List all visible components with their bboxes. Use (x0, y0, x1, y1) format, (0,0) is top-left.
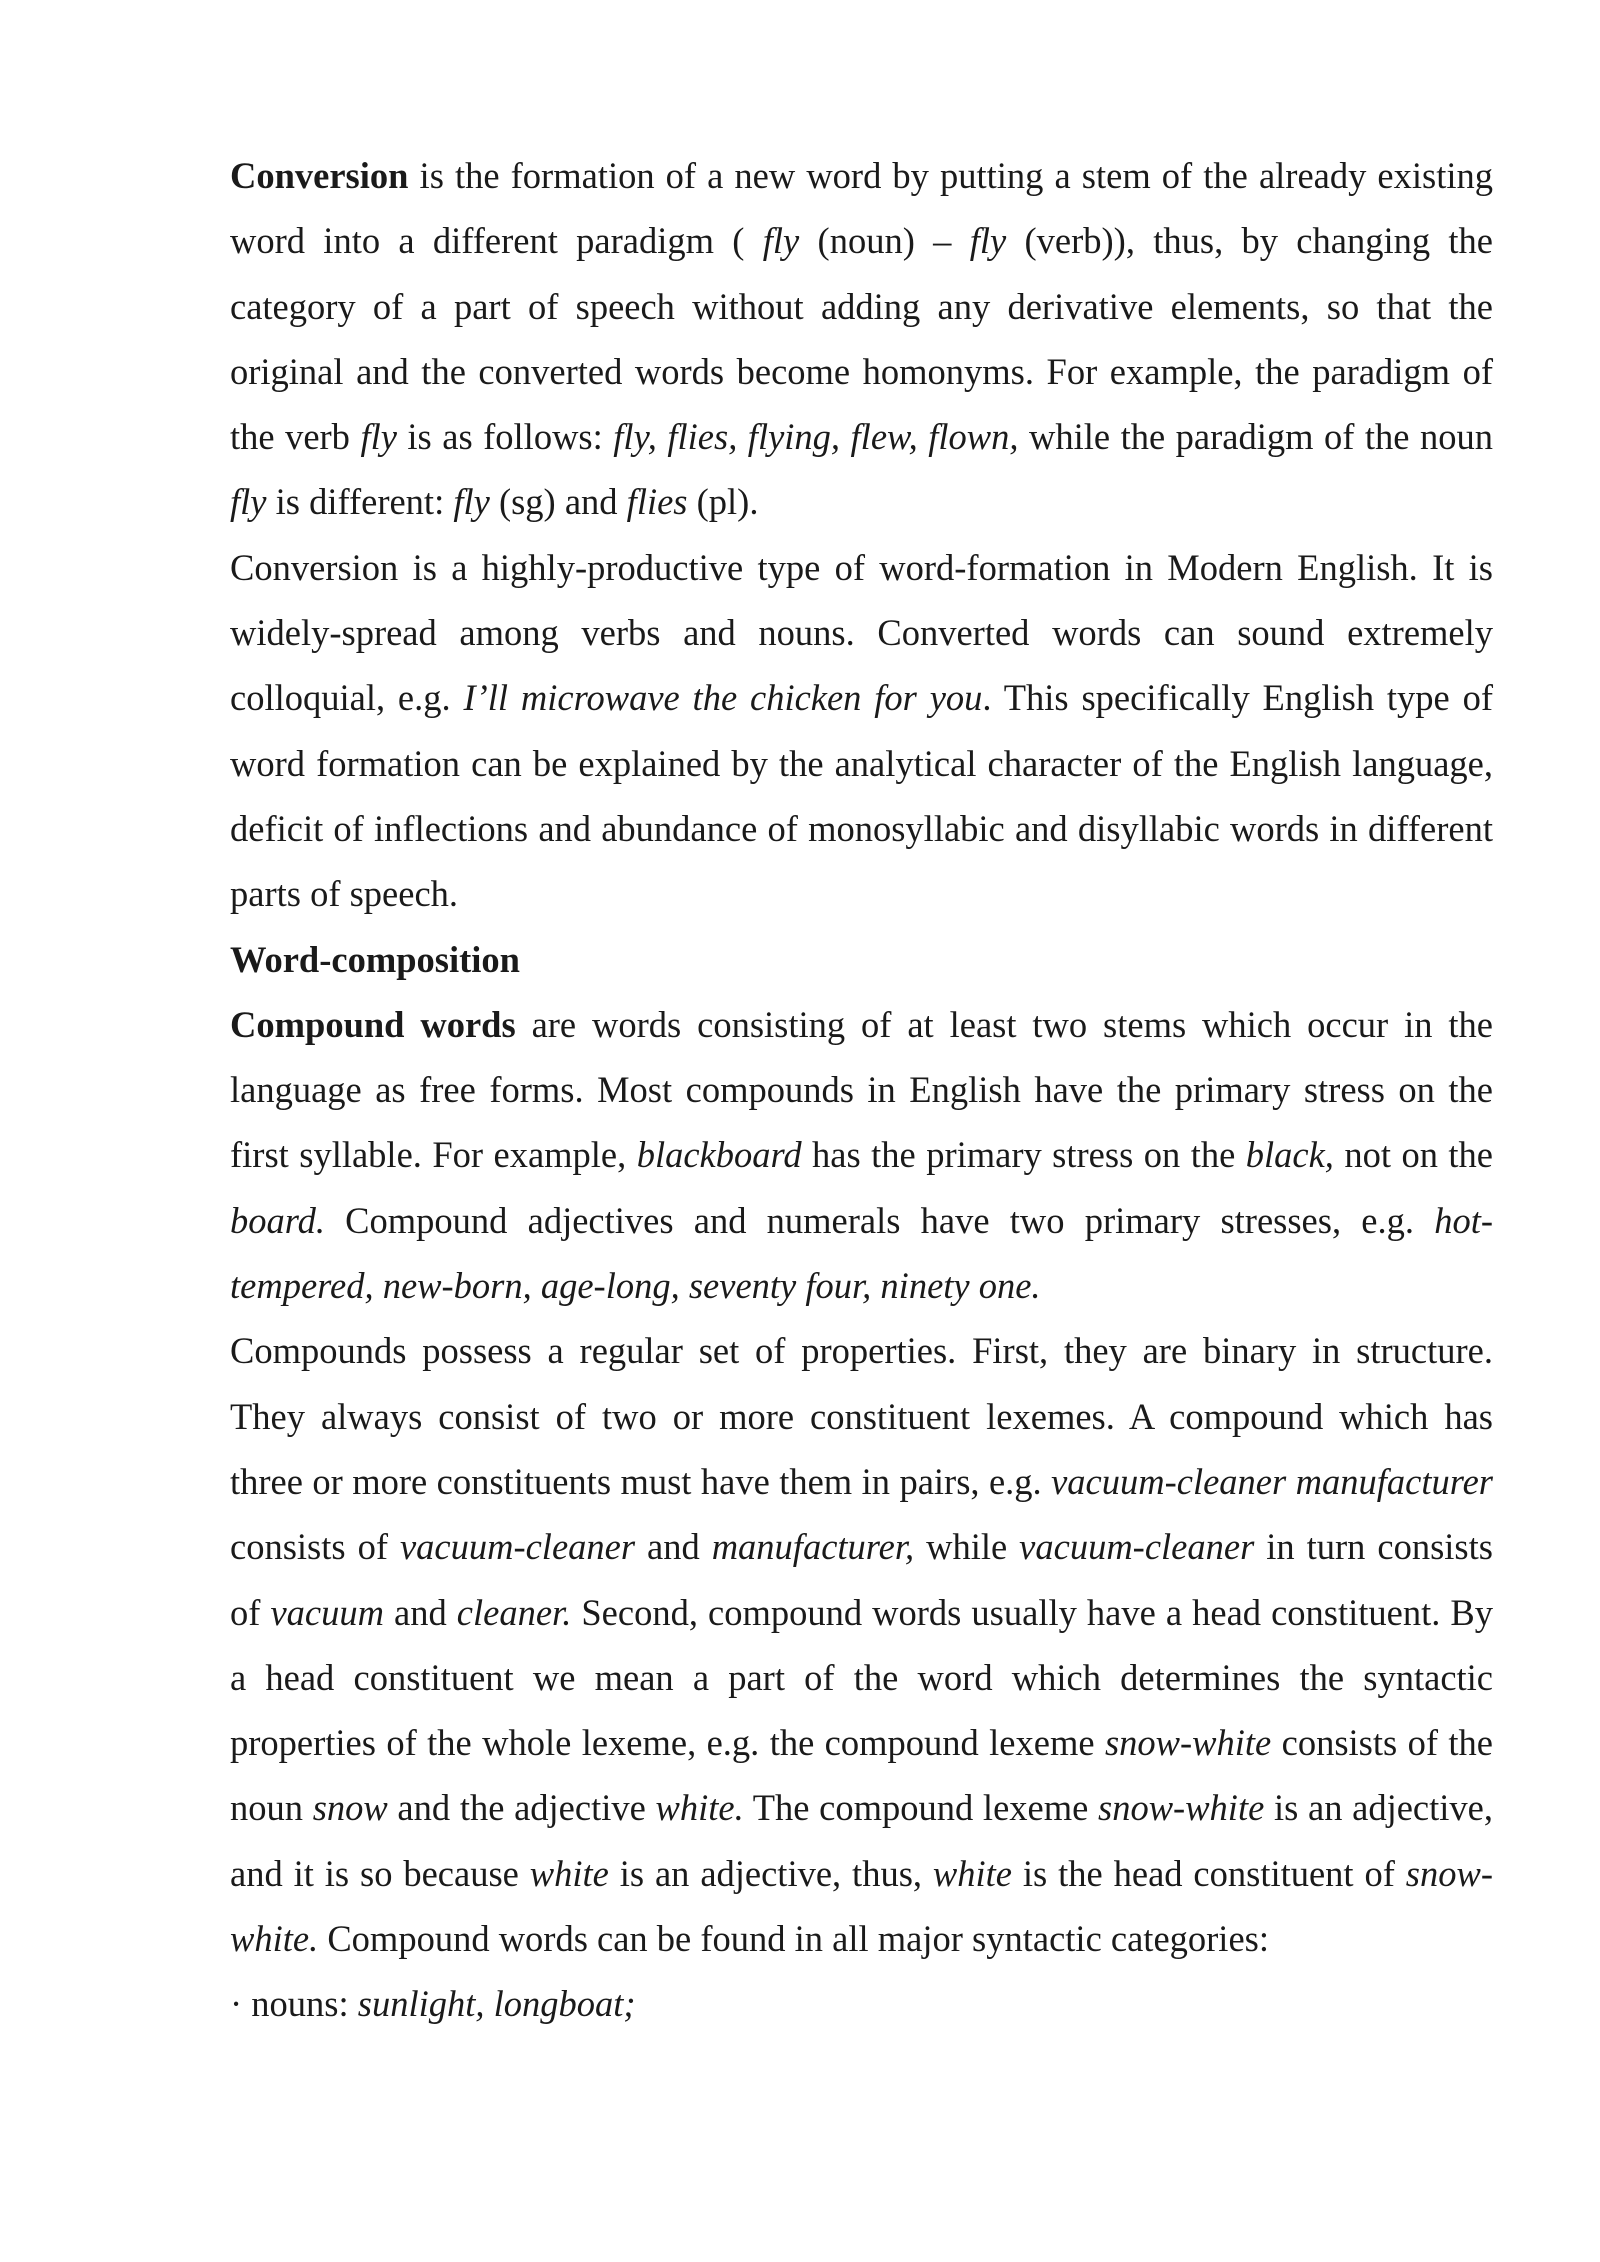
paragraph-compound-properties (230, 1318, 1493, 1971)
text-run: The compound lexeme (743, 1787, 1098, 1829)
example-word: fly (969, 220, 1007, 262)
text-run: not on the (1333, 1134, 1493, 1176)
example-word: board. (230, 1199, 325, 1241)
example-word: snow-white (1098, 1787, 1265, 1829)
text-run: and (635, 1526, 712, 1568)
example-word: snow-white. (230, 1852, 1493, 1960)
text-run: is as follows: (396, 416, 614, 458)
example-word: white (932, 1852, 1012, 1894)
text-run: are words consisting of at least two stems which occur in the language as free forms. Most compounds in English have the primary stress on the first syllable. For example, (230, 1003, 1493, 1176)
text-run: is an adjective, thus, (608, 1852, 933, 1894)
text-run: (verb)), thus, by changing the category of a part of speech without adding any derivative elements, so that the original and the converted words become homonyms. For example, the paradigm of the verb (230, 220, 1493, 458)
example-word: blackboard (636, 1134, 802, 1176)
text-run: (sg) and (489, 481, 627, 523)
example-word: fly (762, 220, 800, 262)
list-item-nouns (230, 1971, 1493, 2036)
example-word: black, (1245, 1134, 1334, 1176)
text-run: while (914, 1526, 1020, 1568)
example-word: flies (626, 481, 688, 523)
text-run: and (383, 1591, 457, 1633)
text-run: is the formation of a new word by putting a stem of the already existing word into a different paradigm ( (230, 155, 1493, 262)
list-label: nouns: (242, 1983, 358, 2025)
example-word: cleaner. (456, 1591, 572, 1633)
text-run: Compound words can be found in all major syntactic categories: (318, 1918, 1269, 1960)
text-run: Second, compound words usually have a head constituent. By a head constituent we mean a part of the word which determines the syntactic properties of the whole lexeme, e.g. the compound lexeme (230, 1591, 1494, 1764)
text-run: consists of the noun (230, 1722, 1493, 1829)
text-run: consists of (230, 1526, 400, 1568)
text-run: is different: (266, 481, 454, 523)
example-word: fly (360, 416, 397, 458)
term-compound-words: Compound words (230, 1003, 516, 1045)
example-word: vacuum-cleaner (1019, 1526, 1255, 1568)
text-run: while the paradigm of the noun (1018, 416, 1493, 458)
text-run: Compounds possess a regular set of properties. First, they are binary in structure. They always consist of two or more constituent lexemes. A compound which has three or more constituents must have them in pairs, e.g. (230, 1330, 1493, 1502)
text-run: in turn consists of (230, 1526, 1493, 1633)
example-sentence: I’ll microwave the chicken for you (463, 677, 983, 719)
example-word: fly (230, 481, 267, 523)
example-word: vacuum-cleaner (399, 1526, 636, 1568)
example-word: sunlight, longboat; (357, 1983, 636, 2025)
text-run: Compound adjectives and numerals have two primary stresses, e.g. (324, 1199, 1435, 1241)
text-run: is the head constituent of (1012, 1852, 1406, 1894)
text-run: . This specifically English type of word formation can be explained by the analytical character of the English language, deficit of inflections and abundance of monosyllabic and disyllabic words in different parts of speech. (230, 677, 1493, 915)
example-word: fly (453, 481, 490, 523)
bullet-icon: · (230, 1983, 243, 2025)
text-run: has the primary stress on the (801, 1134, 1246, 1176)
example-word: fly, flies, flying, flew, flown, (613, 416, 1019, 458)
paragraph-conversion-productivity (230, 535, 1493, 927)
term-conversion: Conversion (230, 155, 409, 196)
example-word: vacuum (270, 1591, 384, 1633)
text-run: (pl). (687, 481, 759, 523)
example-word: hot-tempered, new-born, age-long, seventy four, ninety one. (230, 1199, 1493, 1307)
text-run: and the adjective (387, 1787, 656, 1829)
section-heading: Word-composition (230, 938, 520, 980)
text-run: Conversion is a highly-productive type of word-formation in Modern English. It is widely-spread among verbs and nouns. Converted words can sound extremely colloquial, e.g. (230, 546, 1493, 719)
example-word: manufacturer, (711, 1526, 915, 1568)
paragraph-conversion-definition (230, 143, 1493, 535)
text-run: is an adjective, and it is so because (230, 1787, 1493, 1894)
text-run: (noun) – (799, 220, 970, 262)
example-word: vacuum-cleaner manufacturer (1051, 1460, 1493, 1502)
example-word: white. (655, 1787, 744, 1829)
example-word: snow-white (1104, 1722, 1272, 1764)
example-word: snow (312, 1787, 388, 1829)
document-page (230, 143, 1493, 2037)
paragraph-compound-words (230, 992, 1493, 1318)
example-word: white (529, 1852, 609, 1894)
